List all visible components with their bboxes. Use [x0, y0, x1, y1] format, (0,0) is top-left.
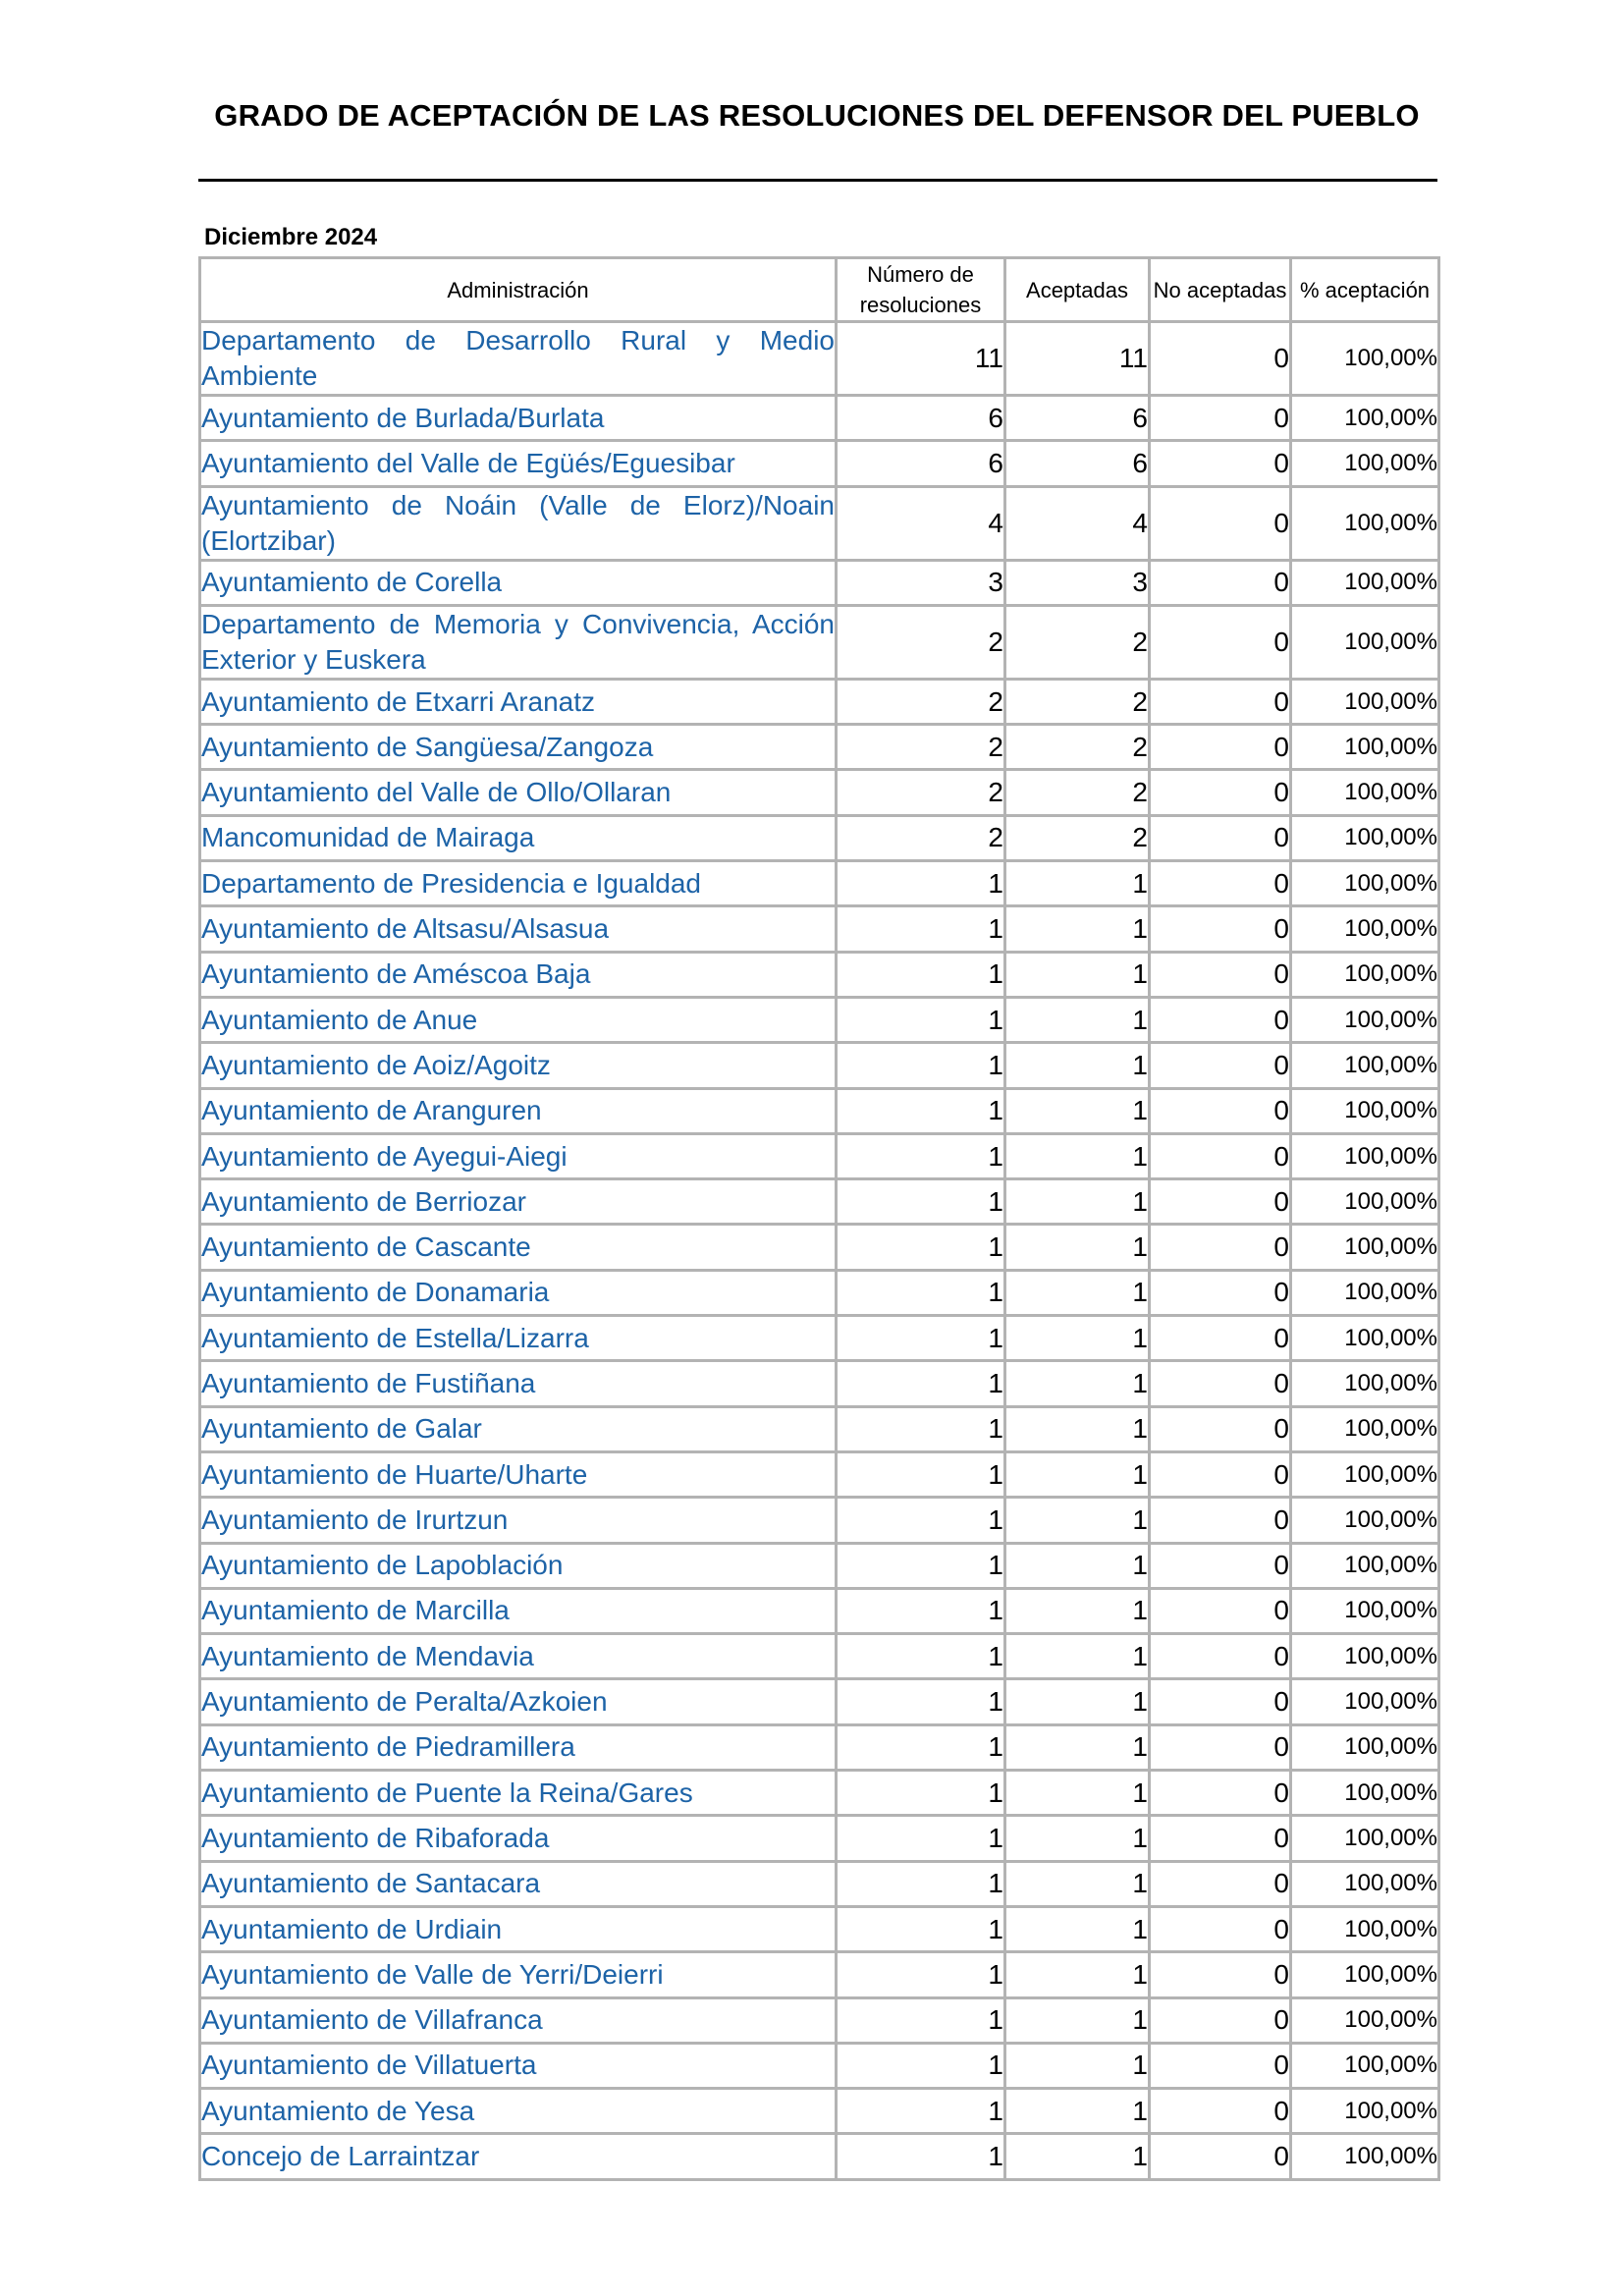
acceptance-pct-cell: 100,00% [1291, 1679, 1439, 1724]
not-accepted-cell: 0 [1150, 815, 1291, 860]
not-accepted-cell: 0 [1150, 560, 1291, 605]
not-accepted-cell: 0 [1150, 396, 1291, 441]
acceptance-pct-cell: 100,00% [1291, 1952, 1439, 1997]
table-row [200, 322, 1439, 396]
resolutions-cell: 1 [837, 1861, 1005, 1906]
not-accepted-cell: 0 [1150, 1043, 1291, 1088]
admin-cell: Ayuntamiento de Valle de Yerri/Deierri [200, 1952, 837, 1997]
not-accepted-cell: 0 [1150, 2043, 1291, 2088]
admin-cell: Ayuntamiento de Donamaria [200, 1270, 837, 1315]
resolutions-cell: 1 [837, 2134, 1005, 2179]
not-accepted-cell: 0 [1150, 1634, 1291, 1679]
not-accepted-cell: 0 [1150, 1270, 1291, 1315]
acceptance-pct-cell: 100,00% [1291, 725, 1439, 770]
admin-cell: Ayuntamiento de Villatuerta [200, 2043, 837, 2088]
admin-cell: Ayuntamiento de Corella [200, 560, 837, 605]
admin-cell: Departamento de Presidencia e Igualdad [200, 861, 837, 906]
resolutions-cell: 1 [837, 1179, 1005, 1225]
not-accepted-cell: 0 [1150, 322, 1291, 396]
admin-cell: Ayuntamiento de Huarte/Uharte [200, 1451, 837, 1497]
resolutions-cell: 2 [837, 815, 1005, 860]
accepted-cell: 2 [1005, 815, 1150, 860]
accepted-cell: 2 [1005, 770, 1150, 815]
resolutions-cell: 1 [837, 1270, 1005, 1315]
acceptance-pct-cell: 100,00% [1291, 1133, 1439, 1178]
table-row [200, 1816, 1439, 1861]
accepted-cell: 1 [1005, 1043, 1150, 1088]
resolutions-cell: 2 [837, 770, 1005, 815]
table-row [200, 1906, 1439, 1951]
resolutions-cell: 1 [837, 1588, 1005, 1633]
resolutions-cell: 1 [837, 1406, 1005, 1451]
acceptance-pct-cell: 100,00% [1291, 486, 1439, 560]
admin-cell: Ayuntamiento del Valle de Egüés/Eguesibar [200, 441, 837, 486]
accepted-cell: 1 [1005, 1679, 1150, 1724]
admin-cell: Departamento de Desarrollo Rural y Medio Ambiente [200, 322, 837, 396]
admin-cell: Ayuntamiento de Burlada/Burlata [200, 396, 837, 441]
accepted-cell: 1 [1005, 1997, 1150, 2043]
acceptance-pct-cell: 100,00% [1291, 2043, 1439, 2088]
accepted-cell: 1 [1005, 906, 1150, 952]
admin-cell: Ayuntamiento de Mendavia [200, 1634, 837, 1679]
resolutions-cell: 1 [837, 997, 1005, 1042]
admin-cell: Ayuntamiento de Villafranca [200, 1997, 837, 2043]
table-row [200, 1679, 1439, 1724]
not-accepted-cell: 0 [1150, 1225, 1291, 1270]
period-label: Diciembre 2024 [204, 224, 378, 250]
title-divider [198, 179, 1437, 182]
acceptance-pct-cell: 100,00% [1291, 1406, 1439, 1451]
admin-cell: Ayuntamiento de Aoiz/Agoitz [200, 1043, 837, 1088]
table-row [200, 1952, 1439, 1997]
acceptance-pct-cell: 100,00% [1291, 2134, 1439, 2179]
not-accepted-cell: 0 [1150, 997, 1291, 1042]
admin-cell: Ayuntamiento de Ribaforada [200, 1816, 837, 1861]
not-accepted-cell: 0 [1150, 1816, 1291, 1861]
resolutions-cell: 6 [837, 441, 1005, 486]
admin-cell: Ayuntamiento de Marcilla [200, 1588, 837, 1633]
resolutions-cell: 1 [837, 1133, 1005, 1178]
table-row [200, 2134, 1439, 2179]
acceptance-pct-cell: 100,00% [1291, 1498, 1439, 1543]
table-row [200, 861, 1439, 906]
accepted-cell: 1 [1005, 861, 1150, 906]
not-accepted-cell: 0 [1150, 441, 1291, 486]
admin-cell: Ayuntamiento de Piedramillera [200, 1724, 837, 1770]
not-accepted-cell: 0 [1150, 1088, 1291, 1133]
resolutions-cell: 1 [837, 1316, 1005, 1361]
accepted-cell: 1 [1005, 2134, 1150, 2179]
not-accepted-cell: 0 [1150, 1997, 1291, 2043]
acceptance-pct-cell: 100,00% [1291, 560, 1439, 605]
table-row [200, 1270, 1439, 1315]
accepted-cell: 1 [1005, 1634, 1150, 1679]
acceptance-pct-cell: 100,00% [1291, 322, 1439, 396]
header-numero-resoluciones: Número de resoluciones [837, 258, 1005, 322]
table-row [200, 2089, 1439, 2134]
resolutions-cell: 1 [837, 1225, 1005, 1270]
accepted-cell: 2 [1005, 725, 1150, 770]
table-row [200, 1179, 1439, 1225]
table-row [200, 1997, 1439, 2043]
admin-cell: Ayuntamiento de Lapoblación [200, 1543, 837, 1588]
not-accepted-cell: 0 [1150, 605, 1291, 679]
table-row [200, 906, 1439, 952]
acceptance-pct-cell: 100,00% [1291, 1043, 1439, 1088]
table-row [200, 1133, 1439, 1178]
accepted-cell: 1 [1005, 1361, 1150, 1406]
not-accepted-cell: 0 [1150, 1406, 1291, 1451]
acceptance-pct-cell: 100,00% [1291, 1316, 1439, 1361]
table-row [200, 396, 1439, 441]
table-header-row [200, 258, 1439, 322]
acceptance-pct-cell: 100,00% [1291, 1771, 1439, 1816]
table-body [200, 322, 1439, 2180]
admin-cell: Ayuntamiento de Irurtzun [200, 1498, 837, 1543]
resolutions-table [198, 256, 1440, 2181]
accepted-cell: 1 [1005, 1771, 1150, 1816]
acceptance-pct-cell: 100,00% [1291, 1270, 1439, 1315]
not-accepted-cell: 0 [1150, 1906, 1291, 1951]
resolutions-cell: 1 [837, 1816, 1005, 1861]
not-accepted-cell: 0 [1150, 2134, 1291, 2179]
resolutions-cell: 1 [837, 1088, 1005, 1133]
not-accepted-cell: 0 [1150, 1451, 1291, 1497]
acceptance-pct-cell: 100,00% [1291, 1634, 1439, 1679]
not-accepted-cell: 0 [1150, 1952, 1291, 1997]
resolutions-cell: 1 [837, 1997, 1005, 2043]
not-accepted-cell: 0 [1150, 1861, 1291, 1906]
resolutions-cell: 1 [837, 1543, 1005, 1588]
acceptance-pct-cell: 100,00% [1291, 1588, 1439, 1633]
header-aceptadas: Aceptadas [1005, 258, 1150, 322]
accepted-cell: 1 [1005, 1498, 1150, 1543]
admin-cell: Ayuntamiento de Anue [200, 997, 837, 1042]
resolutions-cell: 1 [837, 1906, 1005, 1951]
admin-cell: Departamento de Memoria y Convivencia, Acción Exterior y Euskera [200, 605, 837, 679]
table-row [200, 2043, 1439, 2088]
acceptance-pct-cell: 100,00% [1291, 1997, 1439, 2043]
resolutions-cell: 1 [837, 2043, 1005, 2088]
not-accepted-cell: 0 [1150, 1133, 1291, 1178]
acceptance-pct-cell: 100,00% [1291, 1225, 1439, 1270]
admin-cell: Concejo de Larraintzar [200, 2134, 837, 2179]
page-title: GRADO DE ACEPTACIÓN DE LAS RESOLUCIONES DEL DEFENSOR DEL PUEBLO [214, 98, 1420, 133]
accepted-cell: 1 [1005, 1952, 1150, 1997]
acceptance-pct-cell: 100,00% [1291, 770, 1439, 815]
table-row [200, 1043, 1439, 1088]
header-porcentaje-aceptacion: % aceptación [1291, 258, 1439, 322]
table-row [200, 605, 1439, 679]
accepted-cell: 1 [1005, 1270, 1150, 1315]
header-administracion: Administración [200, 258, 837, 322]
resolutions-cell: 1 [837, 1361, 1005, 1406]
resolutions-cell: 2 [837, 679, 1005, 724]
admin-cell: Ayuntamiento de Santacara [200, 1861, 837, 1906]
table-row [200, 770, 1439, 815]
resolutions-cell: 11 [837, 322, 1005, 396]
accepted-cell: 1 [1005, 997, 1150, 1042]
accepted-cell: 1 [1005, 1588, 1150, 1633]
table-row [200, 441, 1439, 486]
table-row [200, 1451, 1439, 1497]
admin-cell: Ayuntamiento de Améscoa Baja [200, 952, 837, 997]
not-accepted-cell: 0 [1150, 861, 1291, 906]
accepted-cell: 11 [1005, 322, 1150, 396]
accepted-cell: 1 [1005, 2043, 1150, 2088]
table-row [200, 1361, 1439, 1406]
resolutions-cell: 1 [837, 1952, 1005, 1997]
table-row [200, 1724, 1439, 1770]
admin-cell: Ayuntamiento de Aranguren [200, 1088, 837, 1133]
not-accepted-cell: 0 [1150, 1498, 1291, 1543]
accepted-cell: 2 [1005, 605, 1150, 679]
admin-cell: Ayuntamiento de Berriozar [200, 1179, 837, 1225]
not-accepted-cell: 0 [1150, 952, 1291, 997]
resolutions-cell: 1 [837, 1043, 1005, 1088]
not-accepted-cell: 0 [1150, 770, 1291, 815]
table-row [200, 1771, 1439, 1816]
acceptance-pct-cell: 100,00% [1291, 1724, 1439, 1770]
table-row [200, 1634, 1439, 1679]
resolutions-cell: 1 [837, 1724, 1005, 1770]
table-row [200, 1861, 1439, 1906]
table-row [200, 725, 1439, 770]
acceptance-pct-cell: 100,00% [1291, 1361, 1439, 1406]
accepted-cell: 1 [1005, 1861, 1150, 1906]
accepted-cell: 1 [1005, 1133, 1150, 1178]
not-accepted-cell: 0 [1150, 906, 1291, 952]
resolutions-cell: 1 [837, 1679, 1005, 1724]
resolutions-cell: 1 [837, 2089, 1005, 2134]
not-accepted-cell: 0 [1150, 1724, 1291, 1770]
table-row [200, 997, 1439, 1042]
table-row [200, 952, 1439, 997]
acceptance-pct-cell: 100,00% [1291, 1861, 1439, 1906]
resolutions-cell: 1 [837, 1451, 1005, 1497]
admin-cell: Ayuntamiento de Ayegui-Aiegi [200, 1133, 837, 1178]
not-accepted-cell: 0 [1150, 1543, 1291, 1588]
header-no-aceptadas: No aceptadas [1150, 258, 1291, 322]
table-row [200, 815, 1439, 860]
acceptance-pct-cell: 100,00% [1291, 2089, 1439, 2134]
admin-cell: Ayuntamiento de Yesa [200, 2089, 837, 2134]
not-accepted-cell: 0 [1150, 486, 1291, 560]
table-row [200, 1498, 1439, 1543]
resolutions-cell: 1 [837, 861, 1005, 906]
accepted-cell: 1 [1005, 1225, 1150, 1270]
resolutions-cell: 4 [837, 486, 1005, 560]
accepted-cell: 6 [1005, 441, 1150, 486]
accepted-cell: 1 [1005, 1316, 1150, 1361]
not-accepted-cell: 0 [1150, 679, 1291, 724]
not-accepted-cell: 0 [1150, 725, 1291, 770]
admin-cell: Ayuntamiento de Peralta/Azkoien [200, 1679, 837, 1724]
acceptance-pct-cell: 100,00% [1291, 997, 1439, 1042]
acceptance-pct-cell: 100,00% [1291, 396, 1439, 441]
acceptance-pct-cell: 100,00% [1291, 1906, 1439, 1951]
not-accepted-cell: 0 [1150, 1679, 1291, 1724]
admin-cell: Ayuntamiento de Urdiain [200, 1906, 837, 1951]
acceptance-pct-cell: 100,00% [1291, 952, 1439, 997]
table-row [200, 1316, 1439, 1361]
accepted-cell: 6 [1005, 396, 1150, 441]
accepted-cell: 1 [1005, 1088, 1150, 1133]
not-accepted-cell: 0 [1150, 1179, 1291, 1225]
acceptance-pct-cell: 100,00% [1291, 906, 1439, 952]
not-accepted-cell: 0 [1150, 2089, 1291, 2134]
acceptance-pct-cell: 100,00% [1291, 441, 1439, 486]
acceptance-pct-cell: 100,00% [1291, 605, 1439, 679]
resolutions-cell: 1 [837, 1498, 1005, 1543]
accepted-cell: 1 [1005, 952, 1150, 997]
admin-cell: Ayuntamiento de Etxarri Aranatz [200, 679, 837, 724]
acceptance-pct-cell: 100,00% [1291, 1543, 1439, 1588]
acceptance-pct-cell: 100,00% [1291, 1179, 1439, 1225]
acceptance-pct-cell: 100,00% [1291, 679, 1439, 724]
accepted-cell: 1 [1005, 1406, 1150, 1451]
admin-cell: Ayuntamiento de Estella/Lizarra [200, 1316, 837, 1361]
accepted-cell: 1 [1005, 1724, 1150, 1770]
resolutions-cell: 1 [837, 1771, 1005, 1816]
table-row [200, 1088, 1439, 1133]
acceptance-pct-cell: 100,00% [1291, 1088, 1439, 1133]
admin-cell: Ayuntamiento de Puente la Reina/Gares [200, 1771, 837, 1816]
accepted-cell: 1 [1005, 1179, 1150, 1225]
not-accepted-cell: 0 [1150, 1771, 1291, 1816]
admin-cell: Ayuntamiento de Altsasu/Alsasua [200, 906, 837, 952]
admin-cell: Ayuntamiento del Valle de Ollo/Ollaran [200, 770, 837, 815]
resolutions-cell: 1 [837, 906, 1005, 952]
admin-cell: Ayuntamiento de Noáin (Valle de Elorz)/Noain (Elortzibar) [200, 486, 837, 560]
accepted-cell: 1 [1005, 1543, 1150, 1588]
acceptance-pct-cell: 100,00% [1291, 861, 1439, 906]
table-row [200, 679, 1439, 724]
acceptance-pct-cell: 100,00% [1291, 815, 1439, 860]
accepted-cell: 3 [1005, 560, 1150, 605]
table-row [200, 1543, 1439, 1588]
table-row [200, 486, 1439, 560]
not-accepted-cell: 0 [1150, 1316, 1291, 1361]
resolutions-cell: 2 [837, 725, 1005, 770]
admin-cell: Ayuntamiento de Fustiñana [200, 1361, 837, 1406]
admin-cell: Ayuntamiento de Galar [200, 1406, 837, 1451]
accepted-cell: 1 [1005, 1906, 1150, 1951]
resolutions-cell: 1 [837, 1634, 1005, 1679]
resolutions-cell: 3 [837, 560, 1005, 605]
table-row [200, 1588, 1439, 1633]
accepted-cell: 1 [1005, 1451, 1150, 1497]
table-row [200, 1406, 1439, 1451]
resolutions-cell: 6 [837, 396, 1005, 441]
admin-cell: Ayuntamiento de Cascante [200, 1225, 837, 1270]
acceptance-pct-cell: 100,00% [1291, 1816, 1439, 1861]
accepted-cell: 4 [1005, 486, 1150, 560]
table-row [200, 1225, 1439, 1270]
accepted-cell: 2 [1005, 679, 1150, 724]
admin-cell: Ayuntamiento de Sangüesa/Zangoza [200, 725, 837, 770]
not-accepted-cell: 0 [1150, 1361, 1291, 1406]
admin-cell: Mancomunidad de Mairaga [200, 815, 837, 860]
table-row [200, 560, 1439, 605]
not-accepted-cell: 0 [1150, 1588, 1291, 1633]
resolutions-cell: 1 [837, 952, 1005, 997]
accepted-cell: 1 [1005, 1816, 1150, 1861]
acceptance-pct-cell: 100,00% [1291, 1451, 1439, 1497]
accepted-cell: 1 [1005, 2089, 1150, 2134]
resolutions-cell: 2 [837, 605, 1005, 679]
